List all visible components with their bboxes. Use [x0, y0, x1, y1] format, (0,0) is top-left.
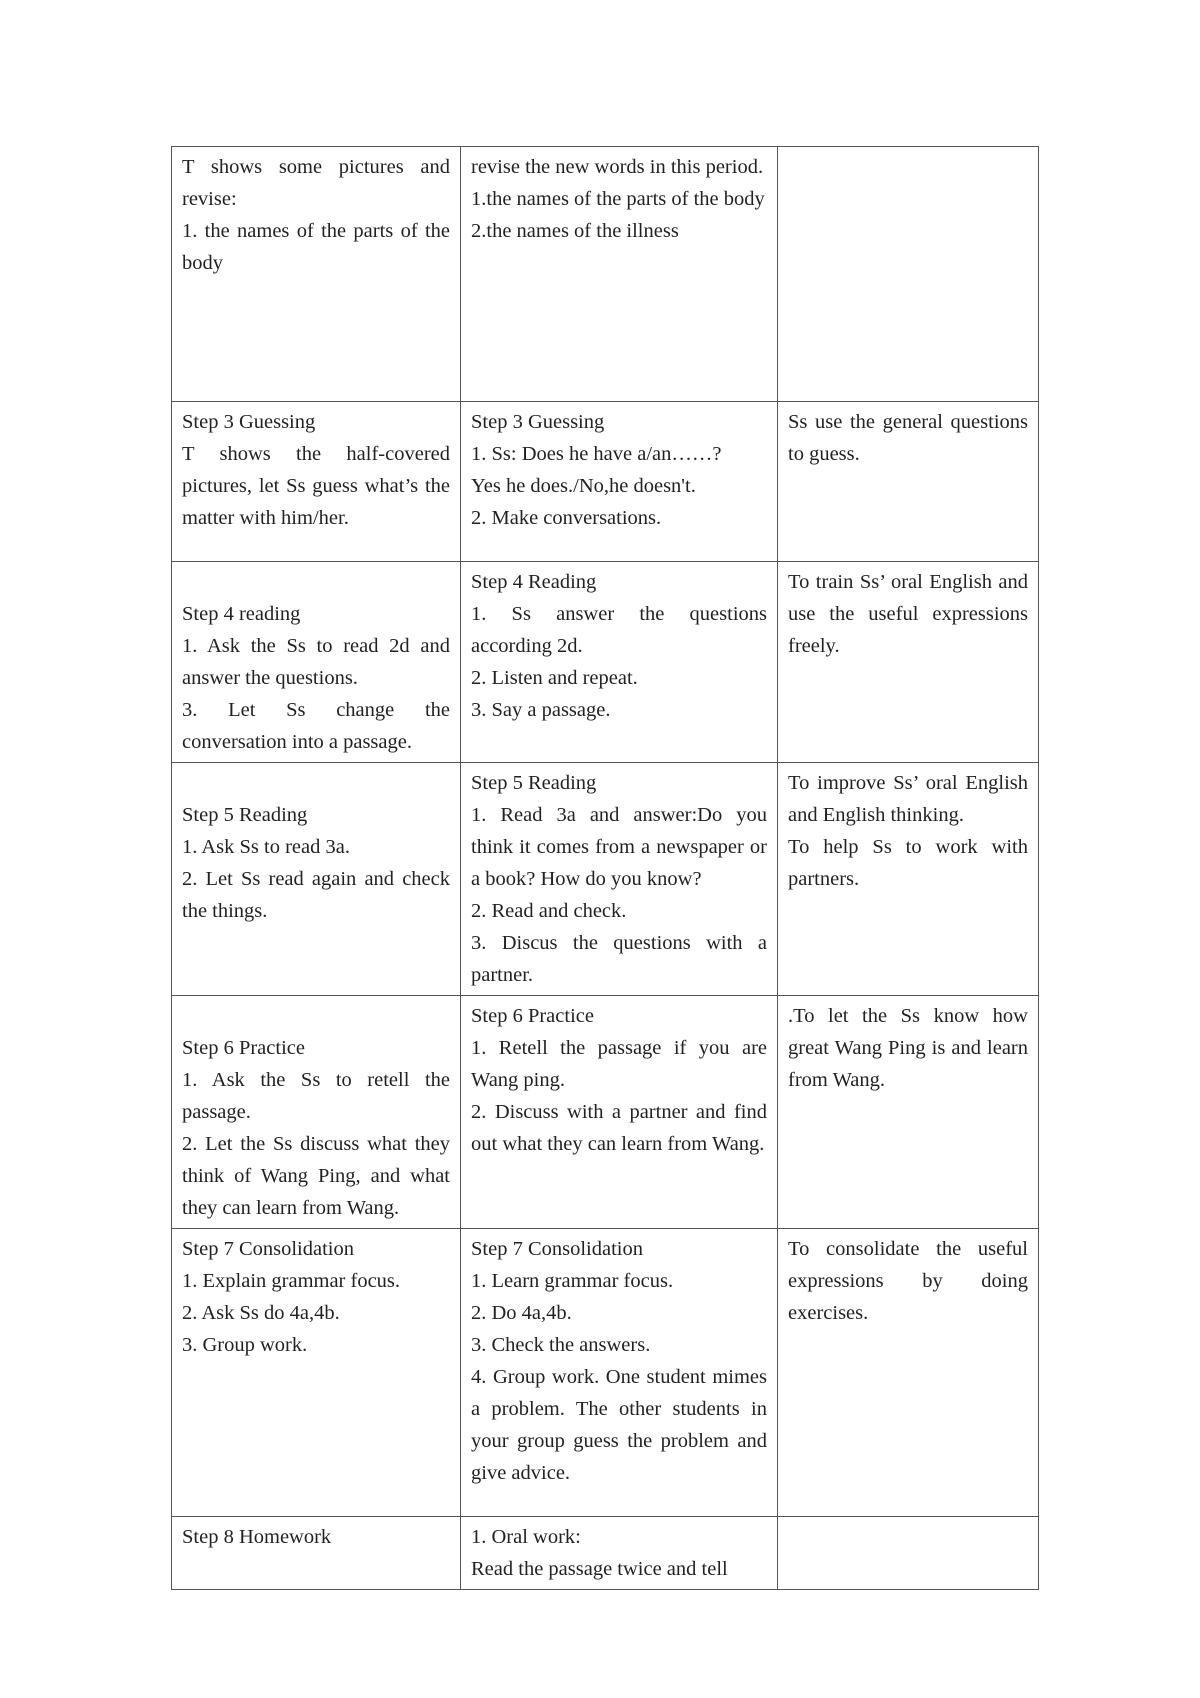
table-row: [172, 562, 1039, 763]
cell-text: 2. Listen and repeat.: [471, 667, 638, 689]
cell-text: 2. Do 4a,4b.: [471, 1302, 572, 1324]
purpose-cell: [778, 996, 1039, 1229]
cell-text: To consolidate the useful expressions by doing exercises.: [788, 1238, 1028, 1324]
cell-text: 4. Group work. One student mimes a problem. The other students in your group guess the problem and give advice.: [471, 1366, 767, 1484]
cell-text: 3. Check the answers.: [471, 1334, 651, 1356]
step-title: Step 3 Guessing: [182, 411, 316, 433]
cell-text: 1. Retell the passage if you are Wang ping.: [471, 1037, 767, 1091]
student-activity-cell: [461, 147, 778, 402]
purpose-cell: [778, 1229, 1039, 1517]
cell-text: 1. Ask the Ss to read 2d and answer the questions.: [182, 635, 450, 689]
cell-text: Ss use the general questions to guess.: [788, 411, 1028, 465]
teacher-activity-cell: [172, 996, 461, 1229]
cell-text: 3. Let Ss change the conversation into a passage.: [182, 699, 450, 753]
cell-text: 1. the names of the parts of the body: [182, 220, 450, 274]
cell-text: 1. Ss: Does he have a/an……?: [471, 443, 722, 465]
student-activity-cell: [461, 1517, 778, 1590]
cell-text: 1. Ask the Ss to retell the passage.: [182, 1069, 450, 1123]
step-title: Step 4 Reading: [471, 571, 597, 593]
cell-text: 1. Ss answer the questions according 2d.: [471, 603, 767, 657]
teacher-activity-cell: [172, 147, 461, 402]
cell-text: To train Ss’ oral English and use the useful expressions freely.: [788, 571, 1028, 657]
step-title: Step 6 Practice: [182, 1037, 305, 1059]
cell-text: 3. Group work.: [182, 1334, 308, 1356]
table-row: [172, 1517, 1039, 1590]
purpose-cell: [778, 402, 1039, 562]
student-activity-cell: [461, 763, 778, 996]
step-title: Step 7 Consolidation: [471, 1238, 643, 1260]
cell-text: To help Ss to work with partners.: [788, 836, 1028, 890]
spacer: [182, 1000, 450, 1032]
cell-text: 2. Let the Ss discuss what they think of Wang Ping, and what they can learn from Wang.: [182, 1133, 450, 1219]
cell-text: 2. Make conversations.: [471, 507, 662, 529]
cell-text: 1. Oral work:: [471, 1526, 581, 1548]
step-title: Step 4 reading: [182, 603, 301, 625]
cell-text: .To let the Ss know how great Wang Ping is and learn from Wang.: [788, 1005, 1028, 1091]
cell-text: T shows some pictures and revise:: [182, 156, 450, 210]
cell-text: 2. Ask Ss do 4a,4b.: [182, 1302, 340, 1324]
cell-text: To improve Ss’ oral English and English thinking.: [788, 772, 1028, 826]
cell-text: 2. Discuss with a partner and find out what they can learn from Wang.: [471, 1101, 767, 1155]
student-activity-cell: [461, 562, 778, 763]
step-title: Step 8 Homework: [182, 1526, 332, 1548]
purpose-cell: [778, 1517, 1039, 1590]
teacher-activity-cell: [172, 402, 461, 562]
cell-text: 1. Ask Ss to read 3a.: [182, 836, 350, 858]
cell-text: 1. Read 3a and answer:Do you think it comes from a newspaper or a book? How do you know?: [471, 804, 767, 890]
teacher-activity-cell: [172, 1517, 461, 1590]
table-row: [172, 996, 1039, 1229]
cell-text: 2. Let Ss read again and check the things.: [182, 868, 450, 922]
table-row: [172, 147, 1039, 402]
purpose-cell: [778, 763, 1039, 996]
purpose-cell: [778, 147, 1039, 402]
cell-text: 3. Discus the questions with a partner.: [471, 932, 767, 986]
cell-text: 3. Say a passage.: [471, 699, 611, 721]
step-title: Step 5 Reading: [182, 804, 308, 826]
cell-text: revise the new words in this period.: [471, 156, 764, 178]
table-row: [172, 763, 1039, 996]
table-row: [172, 1229, 1039, 1517]
cell-text: 1. Explain grammar focus.: [182, 1270, 401, 1292]
cell-text: 2. Read and check.: [471, 900, 627, 922]
cell-text: 1. Learn grammar focus.: [471, 1270, 674, 1292]
step-title: Step 7 Consolidation: [182, 1238, 354, 1260]
step-title: Step 3 Guessing: [471, 411, 605, 433]
cell-text: T shows the half-covered pictures, let Ss guess what’s the matter with him/her.: [182, 443, 450, 529]
spacer: [182, 566, 450, 598]
cell-text: Read the passage twice and tell: [471, 1558, 728, 1580]
student-activity-cell: [461, 996, 778, 1229]
step-title: Step 5 Reading: [471, 772, 597, 794]
teacher-activity-cell: [172, 562, 461, 763]
student-activity-cell: [461, 1229, 778, 1517]
cell-text: 1.the names of the parts of the body: [471, 188, 765, 210]
teacher-activity-cell: [172, 763, 461, 996]
table-row: [172, 402, 1039, 562]
step-title: Step 6 Practice: [471, 1005, 594, 1027]
cell-text: Yes he does./No,he doesn't.: [471, 475, 696, 497]
cell-text: 2.the names of the illness: [471, 220, 679, 242]
lesson-plan-table: [171, 146, 1039, 1590]
spacer: [182, 767, 450, 799]
purpose-cell: [778, 562, 1039, 763]
teacher-activity-cell: [172, 1229, 461, 1517]
student-activity-cell: [461, 402, 778, 562]
